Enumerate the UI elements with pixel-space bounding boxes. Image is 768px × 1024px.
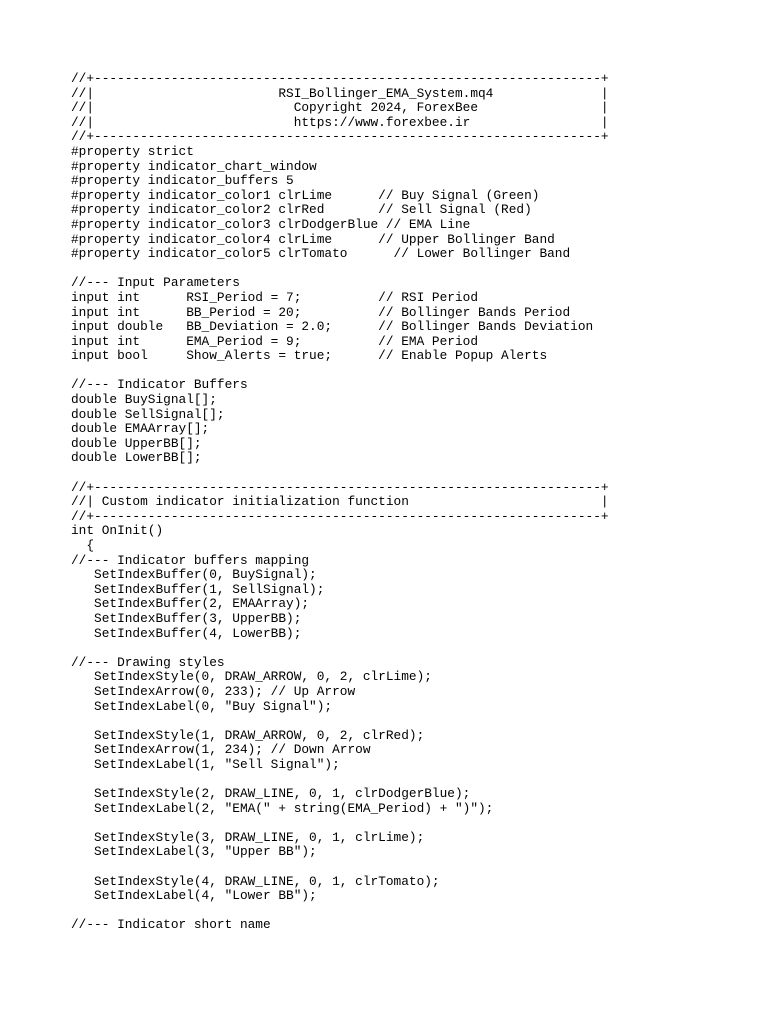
code-line: //+------------------------------------------------------------------+ — [71, 129, 609, 145]
code-line: //| Copyright 2024, ForexBee | — [71, 100, 609, 116]
code-line: //--- Indicator Buffers — [71, 377, 248, 393]
code-line: double UpperBB[]; — [71, 435, 202, 451]
code-line — [71, 466, 609, 481]
code-line: //--- Indicator short name — [71, 917, 271, 933]
code-line: double BuySignal[]; — [71, 392, 217, 408]
code-line: SetIndexBuffer(0, BuySignal); — [71, 567, 317, 583]
code-line: int OnInit() — [71, 523, 164, 539]
code-line: SetIndexBuffer(3, UpperBB); — [71, 610, 302, 626]
code-line: double SellSignal[]; — [71, 406, 225, 422]
code-line: #property indicator_color5 clrTomato // Lower Bollinger Band — [71, 246, 571, 262]
code-line: SetIndexLabel(4, "Lower BB"); — [71, 888, 317, 904]
code-line — [71, 773, 609, 788]
code-line: #property strict — [71, 143, 194, 159]
code-line: #property indicator_color3 clrDodgerBlue // EMA Line — [71, 216, 471, 232]
code-line: //| https://www.forexbee.ir | — [71, 114, 609, 130]
code-line: //+------------------------------------------------------------------+ — [71, 71, 609, 86]
code-line: SetIndexArrow(1, 234); // Down Arrow — [71, 742, 371, 758]
code-line — [71, 816, 609, 831]
code-line: //+------------------------------------------------------------------+ — [71, 508, 609, 524]
code-line: SetIndexLabel(2, "EMA(" + string(EMA_Period) + ")"); — [71, 800, 494, 816]
code-line: //--- Input Parameters — [71, 275, 240, 291]
code-line — [71, 364, 609, 379]
code-line — [71, 714, 609, 729]
code-line: SetIndexLabel(0, "Buy Signal"); — [71, 698, 333, 714]
code-line: SetIndexBuffer(4, LowerBB); — [71, 625, 302, 641]
code-line: //--- Drawing styles — [71, 654, 225, 670]
code-line: SetIndexStyle(2, DRAW_LINE, 0, 1, clrDodgerBlue); — [71, 786, 471, 802]
code-line: SetIndexLabel(1, "Sell Signal"); — [71, 756, 340, 772]
code-line: #property indicator_color4 clrLime // Upper Bollinger Band — [71, 231, 555, 247]
code-line: #property indicator_color1 clrLime // Buy Signal (Green) — [71, 187, 540, 203]
code-line: //| RSI_Bollinger_EMA_System.mq4 | — [71, 85, 609, 101]
code-line: SetIndexStyle(1, DRAW_ARROW, 0, 2, clrRed); — [71, 727, 425, 743]
code-line: SetIndexStyle(4, DRAW_LINE, 0, 1, clrTomato); — [71, 873, 440, 889]
code-line: input int RSI_Period = 7; // RSI Period — [71, 289, 479, 305]
code-line: SetIndexBuffer(2, EMAArray); — [71, 596, 310, 612]
code-line: //+------------------------------------------------------------------+ — [71, 479, 609, 495]
code-line: SetIndexBuffer(1, SellSignal); — [71, 581, 325, 597]
code-line: #property indicator_buffers 5 — [71, 173, 294, 189]
code-line — [71, 904, 609, 919]
source-code-block — [71, 72, 609, 933]
code-line: #property indicator_color2 clrRed // Sell Signal (Red) — [71, 202, 532, 218]
code-line: //| Custom indicator initialization function | — [71, 494, 609, 510]
code-line: double LowerBB[]; — [71, 450, 202, 466]
code-line: SetIndexArrow(0, 233); // Up Arrow — [71, 683, 356, 699]
code-line: input int BB_Period = 20; // Bollinger Bands Period — [71, 304, 571, 320]
code-line: input int EMA_Period = 9; // EMA Period — [71, 333, 479, 349]
code-line: //--- Indicator buffers mapping — [71, 552, 310, 568]
code-line: SetIndexStyle(3, DRAW_LINE, 0, 1, clrLime); — [71, 829, 425, 845]
code-line — [71, 860, 609, 875]
code-line — [71, 262, 609, 277]
code-line: input double BB_Deviation = 2.0; // Bollinger Bands Deviation — [71, 319, 594, 335]
code-line — [71, 641, 609, 656]
code-line: SetIndexLabel(3, "Upper BB"); — [71, 844, 317, 860]
code-line: #property indicator_chart_window — [71, 158, 317, 174]
code-line: input bool Show_Alerts = true; // Enable Popup Alerts — [71, 348, 548, 364]
code-line: SetIndexStyle(0, DRAW_ARROW, 0, 2, clrLime); — [71, 669, 432, 685]
code-line: double EMAArray[]; — [71, 421, 210, 437]
code-line: { — [71, 538, 95, 553]
